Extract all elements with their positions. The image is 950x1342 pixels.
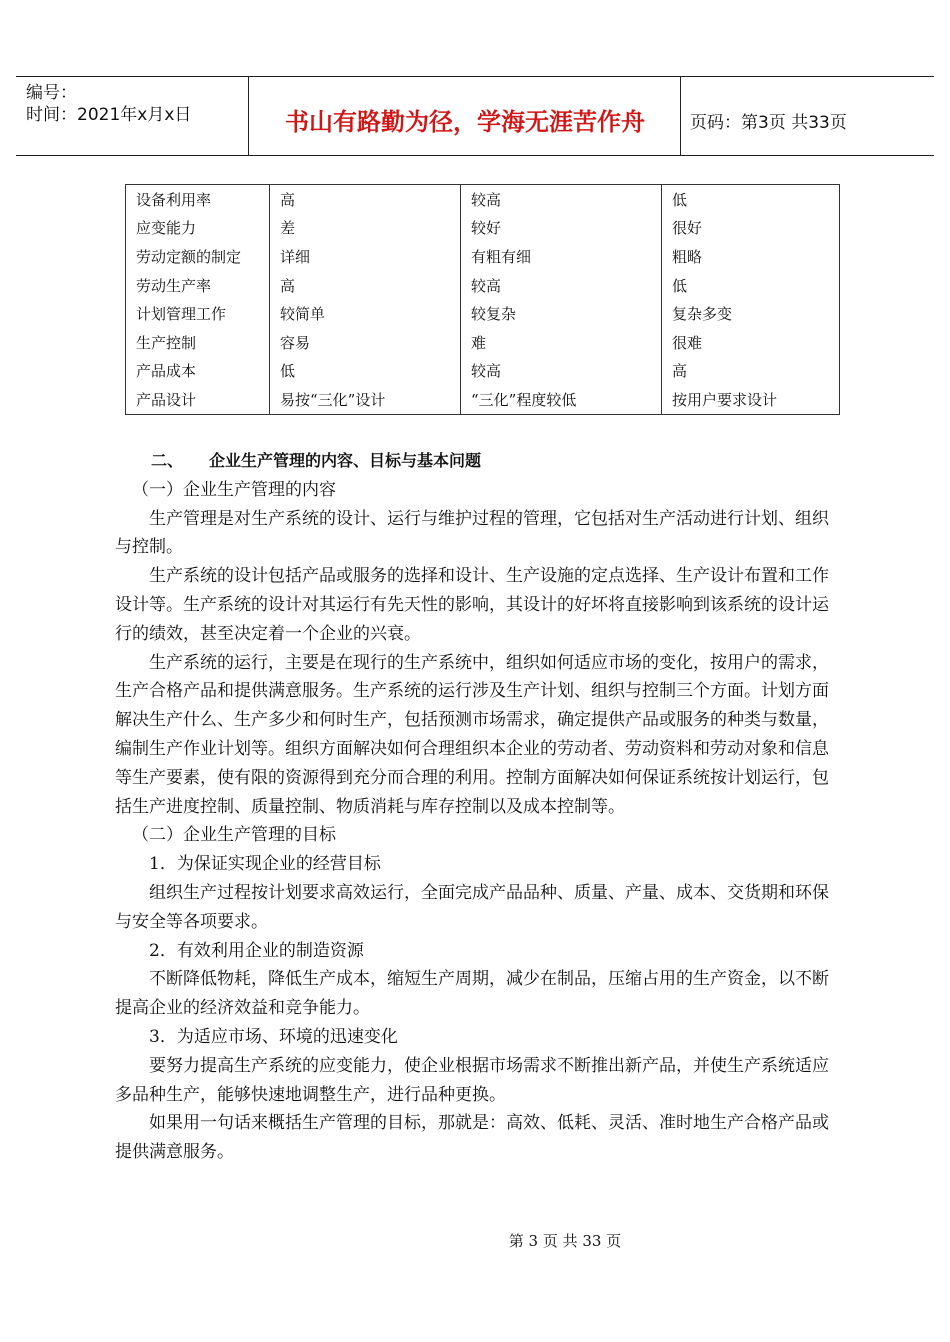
- summary-paragraph: 如果用一句话来概括生产管理的目标，那就是：高效、低耗、灵活、准时地生产合格产品或提供满意服务。: [115, 1113, 829, 1163]
- table-cell: 较高: [461, 271, 662, 300]
- table-row: [126, 385, 840, 414]
- table-row: [126, 328, 840, 357]
- document-number-label: 编号：: [26, 83, 77, 103]
- table-row: [126, 185, 840, 214]
- paragraph: 组织生产过程按计划要求高效运行，全面完成产品品种、质量、产量、成本、交货期和环保与安全等各项要求。: [115, 882, 829, 932]
- table-cell: 易按“三化”设计: [270, 385, 461, 414]
- paragraph: 生产系统的运行，主要是在现行的生产系统中，组织如何适应市场的变化，按用户的需求，生产合格产品和提供满意服务。生产系统的运行涉及生产计划、组织与控制三个方面。计划方面解决生产什么、生产多少和何时生产，包括预测市场需求，确定提供产品或服务的种类与数量，编制生产作业计划等。组织方面解决如何合理组织本企业的劳动者、劳动资料和劳动对象和信息等生产要素，使有限的资源得到充分而合理的利用。控制方面解决如何保证系统按计划运行，包括生产进度控制、质量控制、物质消耗与库存控制以及成本控制等。: [115, 652, 829, 817]
- table-cell: 低: [662, 271, 840, 300]
- table-cell: 粗略: [662, 242, 840, 271]
- table-cell: 容易: [270, 328, 461, 357]
- goal-title: 1．为保证实现企业的经营目标: [149, 854, 381, 875]
- section-heading: [115, 447, 833, 476]
- table-cell: 劳动定额的制定: [126, 242, 270, 271]
- table-cell: 差: [270, 214, 461, 243]
- header-divider-left: [248, 76, 249, 156]
- table-cell: 低: [662, 185, 840, 214]
- table-cell: 较简单: [270, 299, 461, 328]
- table-cell: 很好: [662, 214, 840, 243]
- document-time-label: 时间：2021年x月x日: [26, 105, 192, 125]
- table-cell: 很难: [662, 328, 840, 357]
- table-cell: 难: [461, 328, 662, 357]
- table-row: [126, 271, 840, 300]
- table-row: [126, 357, 840, 386]
- table-cell: 高: [270, 271, 461, 300]
- table-cell: 复杂多变: [662, 299, 840, 328]
- table-cell: 高: [662, 357, 840, 386]
- table-cell: 产品成本: [126, 357, 270, 386]
- table-row: [126, 299, 840, 328]
- goal-title: 3．为适应市场、环境的迅速变化: [149, 1026, 398, 1047]
- page-footer: 第 3 页 共 33 页: [508, 1232, 622, 1250]
- table-cell: 较好: [461, 214, 662, 243]
- table-row: [126, 214, 840, 243]
- table-cell: 按用户要求设计: [662, 385, 840, 414]
- header-top-rule: [16, 76, 934, 77]
- header-motto: 书山有路勤为径，学海无涯苦作舟: [285, 108, 645, 136]
- table-cell: 高: [270, 185, 461, 214]
- header-meta: [26, 82, 191, 126]
- paragraph: 生产管理是对生产系统的设计、运行与维护过程的管理，它包括对生产活动进行计划、组织与控制。: [115, 508, 829, 558]
- header-page-label: 页码：第3页 共33页: [690, 113, 847, 133]
- paragraph: 不断降低物耗，降低生产成本，缩短生产周期，减少在制品，压缩占用的生产资金，以不断提高企业的经济效益和竞争能力。: [115, 969, 829, 1019]
- table-cell: 较高: [461, 185, 662, 214]
- table-cell: 设备利用率: [126, 185, 270, 214]
- section-heading-text: 企业生产管理的内容、目标与基本问题: [209, 451, 482, 470]
- table-cell: 有粗有细: [461, 242, 662, 271]
- header-bottom-rule: [16, 155, 934, 156]
- subsection-heading-content: （一）企业生产管理的内容: [132, 479, 336, 500]
- table-cell: “三化”程度较低: [461, 385, 662, 414]
- goal-title: 2．有效利用企业的制造资源: [149, 940, 364, 961]
- paragraph: 要努力提高生产系统的应变能力，使企业根据市场需求不断推出新产品，并使生产系统适应多品种生产，能够快速地调整生产，进行品种更换。: [115, 1055, 829, 1105]
- table-cell: 劳动生产率: [126, 271, 270, 300]
- document-body: [115, 447, 833, 1167]
- table-cell: 低: [270, 357, 461, 386]
- table-cell: 产品设计: [126, 385, 270, 414]
- table-cell: 应变能力: [126, 214, 270, 243]
- paragraph: 生产系统的设计包括产品或服务的选择和设计、生产设施的定点选择、生产设计布置和工作设计等。生产系统的设计对其运行有先天性的影响，其设计的好坏将直接影响到该系统的设计运行的绩效，甚至决定着一个企业的兴衰。: [115, 566, 829, 644]
- table-cell: 较高: [461, 357, 662, 386]
- table-cell: 计划管理工作: [126, 299, 270, 328]
- table-cell: 较复杂: [461, 299, 662, 328]
- section-heading-number: 二、: [151, 451, 184, 470]
- header-divider-right: [680, 76, 681, 156]
- table-cell: 详细: [270, 242, 461, 271]
- subsection-heading-goals: （二）企业生产管理的目标: [132, 825, 336, 846]
- table-cell: 生产控制: [126, 328, 270, 357]
- table-row: [126, 242, 840, 271]
- comparison-table: [125, 184, 840, 415]
